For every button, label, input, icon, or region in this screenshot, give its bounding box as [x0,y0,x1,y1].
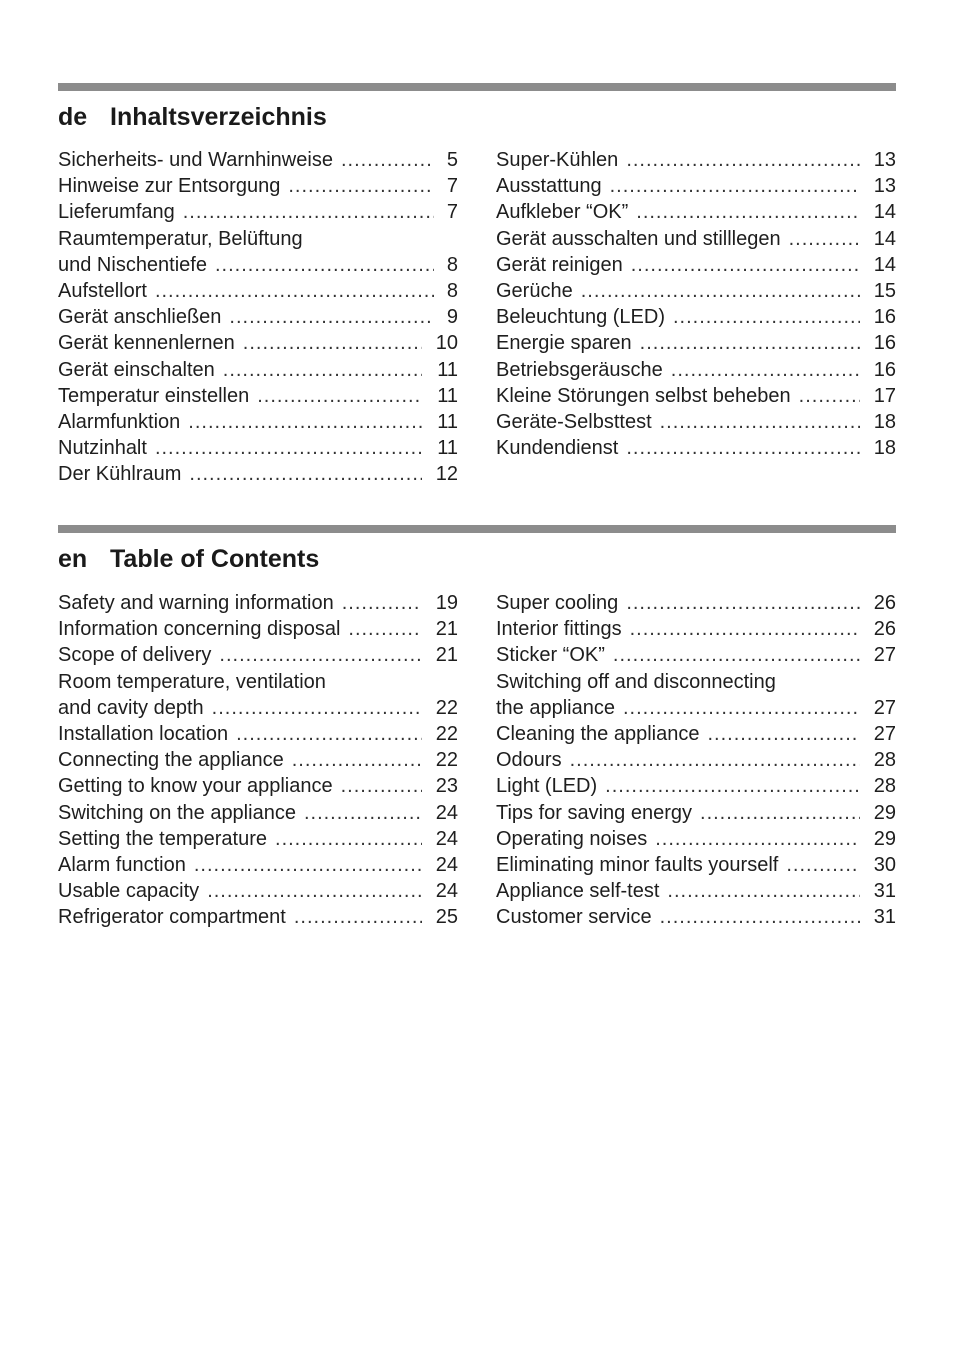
toc-entry-page-number: 31 [873,880,896,903]
toc-entry[interactable] [58,904,458,930]
toc-entry-row [58,383,458,409]
toc-entry-page-number: 29 [873,801,896,824]
toc-entry[interactable] [496,852,896,878]
toc-entry-row [496,590,896,616]
toc-entry[interactable] [496,826,896,852]
toc-entry-page-number: 29 [873,827,896,850]
toc-entry-row [58,695,458,721]
dot-leader [348,616,422,642]
toc-entry-title: Switching on the appliance [58,801,296,824]
toc-entry-title-line [58,669,458,695]
toc-entry[interactable] [496,278,896,304]
toc-entry-page-number: 27 [873,696,896,719]
toc-entry[interactable] [58,147,458,173]
toc-entry[interactable] [496,773,896,799]
dot-leader [581,278,860,304]
toc-entry-page-number: 17 [873,384,896,407]
toc-entry-page-number: 19 [435,592,458,614]
dot-leader [155,435,422,461]
toc-entry-row [496,435,896,461]
toc-entry-row [496,826,896,852]
toc-entry-title: Super-Kühlen [496,149,619,171]
toc-entry-title: Refrigerator compartment [58,906,286,929]
toc-entry[interactable] [58,616,458,642]
toc-entry-title: Installation location [58,722,229,745]
toc-entry-row [58,590,458,616]
toc-entry-row [496,747,896,773]
toc-entry[interactable] [58,330,458,356]
toc-entry-row [496,278,896,304]
toc-entry-title: Eliminating minor faults yourself [496,853,779,876]
toc-entry-title: Switching off and disconnecting [496,670,776,693]
dot-leader [207,878,422,904]
dot-leader [342,590,422,616]
toc-entry-page-number: 8 [446,279,458,302]
section-divider [58,83,896,91]
toc-entry-title: Getting to know your appliance [58,775,333,798]
toc-column-left [58,590,458,930]
dot-leader [189,461,422,487]
toc-entry[interactable] [58,252,458,278]
toc-entry-title: Appliance self-test [496,880,660,903]
toc-entry[interactable] [496,878,896,904]
dot-leader [223,357,422,383]
toc-entry-row [58,173,458,199]
toc-entry-page-number: 21 [435,644,458,667]
toc-entry-title: Nutzinhalt [58,437,147,460]
toc-entry[interactable] [58,357,458,383]
toc-entry[interactable] [58,461,458,487]
toc-entry[interactable] [496,747,896,773]
toc-entry-title: Operating noises [496,827,648,850]
toc-entry-row [496,304,896,330]
toc-entry[interactable] [496,409,896,435]
toc-entry-title: Temperatur einstellen [58,384,250,407]
toc-entry-page-number: 7 [446,201,458,224]
toc-entry-row [58,199,458,225]
dot-leader [631,252,860,278]
toc-entry-page-number: 14 [873,253,896,276]
toc-entry-page-number: 26 [873,618,896,641]
dot-leader [610,173,860,199]
toc-entry[interactable] [496,800,896,826]
dot-leader [673,304,860,330]
dot-leader [294,904,422,930]
toc-entry-title: Energie sparen [496,332,632,355]
dot-leader [789,226,860,252]
dot-leader [667,878,860,904]
toc-entry-row [496,852,896,878]
toc-entry-page-number: 28 [873,749,896,772]
toc-entry[interactable] [58,773,458,799]
toc-entry-row [496,642,896,668]
toc-entry[interactable] [496,357,896,383]
toc-entry-page-number: 11 [437,410,458,433]
dot-leader [236,721,422,747]
toc-entry-title: Gerät kennenlernen [58,332,235,355]
dot-leader [626,435,860,461]
dot-leader [626,590,860,616]
toc-entry-row [496,695,896,721]
dot-leader [292,747,422,773]
toc-entry[interactable] [496,252,896,278]
dot-leader [630,616,860,642]
toc-entry-row [496,226,896,252]
toc-entry-title: Customer service [496,906,652,929]
dot-leader [708,721,861,747]
toc-entry-title: Geräte-Selbsttest [496,410,652,433]
toc-entry-title: Betriebsgeräusche [496,358,663,381]
dot-leader [155,278,434,304]
toc-entry-page-number: 8 [446,253,458,276]
toc-entry-page-number: 13 [873,149,896,171]
toc-entry-page-number: 24 [435,827,458,850]
dot-leader [623,695,860,721]
toc-entry-title: Raumtemperatur, Belüftung [58,227,303,250]
section-title: Table of Contents [110,545,320,573]
toc-entry-page-number: 22 [435,722,458,745]
toc-entry-title: Aufkleber “OK” [496,201,629,224]
toc-entry-title: Ausstattung [496,175,602,198]
toc-entry-row [58,642,458,668]
toc-entry-page-number: 12 [435,463,458,486]
toc-entry-row [496,147,896,173]
toc-entry-title: Odours [496,749,562,772]
toc-section-de [58,83,896,486]
toc-entry[interactable] [496,904,896,930]
toc-entry[interactable] [58,642,458,668]
toc-entry-row [58,435,458,461]
toc-entry-page-number: 23 [435,775,458,798]
toc-entry-title: Interior fittings [496,618,622,641]
dot-leader [304,800,422,826]
dot-leader [700,800,860,826]
toc-entry[interactable] [58,590,458,616]
toc-entry-row [496,252,896,278]
section-title: Inhaltsverzeichnis [110,103,327,131]
toc-entry-page-number: 14 [873,227,896,250]
toc-entry-row [58,852,458,878]
toc-entry[interactable] [496,590,896,616]
toc-entry-page-number: 24 [435,801,458,824]
toc-entry-title: und Nischentiefe [58,253,207,276]
toc-entry-title: Alarmfunktion [58,410,181,433]
toc-entry[interactable] [58,409,458,435]
toc-entry-row [58,826,458,852]
toc-entry[interactable] [58,852,458,878]
dot-leader [219,642,422,668]
dot-leader [655,826,860,852]
toc-entry-page-number: 21 [435,618,458,641]
toc-entry[interactable] [58,747,458,773]
toc-entry-page-number: 15 [873,279,896,302]
toc-entry[interactable] [496,147,896,173]
toc-entry[interactable] [58,199,458,225]
toc-entry-page-number: 11 [437,358,458,381]
toc-entry-title: Connecting the appliance [58,749,284,772]
toc-entry-page-number: 26 [873,592,896,614]
toc-entry-title: Cleaning the appliance [496,722,700,745]
toc-entry-row [496,800,896,826]
toc-entry-page-number: 14 [873,201,896,224]
toc-entry-row [496,199,896,225]
toc-entry[interactable] [58,878,458,904]
toc-entry[interactable] [496,226,896,252]
toc-entry-page-number: 18 [873,437,896,460]
toc-entry-title: Safety and warning information [58,592,334,614]
toc-entry[interactable] [58,695,458,721]
toc-entry-row [58,800,458,826]
toc-entry-row [496,173,896,199]
toc-entry-title-line [496,669,896,695]
toc-entry-title: Gerät ausschalten und stilllegen [496,227,781,250]
toc-entry-page-number: 9 [446,306,458,329]
dot-leader [215,252,434,278]
toc-entry-row [58,409,458,435]
section-heading [58,103,896,143]
toc-entry-page-number: 28 [873,775,896,798]
toc-entry-page-number: 18 [873,410,896,433]
toc-entry[interactable] [496,616,896,642]
toc-entry-row [496,383,896,409]
dot-leader [786,852,860,878]
toc-entry-row [496,616,896,642]
dot-leader [275,826,422,852]
toc-entry-row [496,330,896,356]
toc-entry[interactable] [58,721,458,747]
toc-entry-page-number: 22 [435,696,458,719]
toc-entry-title: Sicherheits- und Warnhinweise [58,149,333,171]
dot-leader [660,409,860,435]
toc-entry-page-number: 25 [435,906,458,929]
toc-entry[interactable] [58,304,458,330]
toc-entry[interactable] [496,383,896,409]
toc-entry-row [58,461,458,487]
toc-entry-row [58,357,458,383]
toc-entry-page-number: 7 [446,175,458,198]
dot-leader [243,330,422,356]
toc-entry[interactable] [58,278,458,304]
toc-column-left [58,147,458,487]
toc-entry-title: Gerät einschalten [58,358,215,381]
toc-entry-page-number: 16 [873,306,896,329]
toc-entry-page-number: 27 [873,644,896,667]
dot-leader [613,642,860,668]
dot-leader [671,357,860,383]
toc-entry-row [496,409,896,435]
toc-entry[interactable] [496,435,896,461]
toc-entry-title: Alarm function [58,853,186,876]
toc-entry-row [58,147,458,173]
toc-entry-row [58,616,458,642]
dot-leader [626,147,860,173]
toc-entry-row [496,721,896,747]
toc-entry-row [496,357,896,383]
toc-entry[interactable] [496,173,896,199]
dot-leader [341,773,422,799]
toc-entry-page-number: 5 [446,149,458,171]
toc-entry-page-number: 10 [435,332,458,355]
toc-section-en [58,525,896,929]
dot-leader [229,304,434,330]
toc-entry-title: Lieferumfang [58,201,175,224]
toc-entry-page-number: 27 [873,722,896,745]
toc-entry-title: Setting the temperature [58,827,268,850]
toc-entry-page-number: 22 [435,749,458,772]
dot-leader [799,383,860,409]
toc-entry-title: Super cooling [496,592,619,614]
toc-entry-title-line [58,226,458,252]
toc-entry-title: Hinweise zur Entsorgung [58,175,281,198]
toc-entry[interactable] [58,826,458,852]
toc-entry[interactable] [496,695,896,721]
toc-entry-title: Room temperature, ventilation [58,670,326,693]
section-heading [58,545,896,585]
language-code: en [58,545,88,573]
toc-entry-title: Scope of delivery [58,644,212,667]
dot-leader [194,852,422,878]
toc-entry-title: Kleine Störungen selbst beheben [496,384,791,407]
toc-entry[interactable] [496,304,896,330]
toc-entry-title: Gerät reinigen [496,253,623,276]
dot-leader [660,904,860,930]
toc-entry-title: and cavity depth [58,696,204,719]
toc-entry-page-number: 24 [435,853,458,876]
toc-entry-title: Kundendienst [496,437,619,460]
toc-entry-page-number: 11 [437,437,458,460]
toc-entry-title: Information concerning disposal [58,618,341,641]
toc-entry[interactable] [58,173,458,199]
toc-entry-page-number: 31 [873,906,896,929]
toc-entry-page-number: 30 [873,853,896,876]
toc-entry-title: the appliance [496,696,615,719]
dot-leader [288,173,434,199]
toc-entry-row [58,721,458,747]
dot-leader [605,773,860,799]
toc-entry[interactable] [58,435,458,461]
toc-entry-title: Gerüche [496,279,573,302]
toc-entry-title: Gerät anschließen [58,306,222,329]
toc-entry[interactable] [58,383,458,409]
toc-entry-row [58,330,458,356]
dot-leader [640,330,860,356]
toc-entry-row [58,773,458,799]
toc-entry-page-number: 24 [435,880,458,903]
toc-entry[interactable] [496,330,896,356]
toc-entry-row [58,878,458,904]
dot-leader [636,199,860,225]
language-code: de [58,103,88,131]
toc-column-right [496,147,896,461]
dot-leader [212,695,422,721]
toc-entry-row [58,304,458,330]
toc-entry-page-number: 13 [873,175,896,198]
toc-column-right [496,590,896,930]
toc-entry-row [496,773,896,799]
dot-leader [183,199,434,225]
toc-entry-row [58,278,458,304]
toc-entry-title: Sticker “OK” [496,644,605,667]
toc-entry-row [496,904,896,930]
toc-entry-title: Light (LED) [496,775,598,798]
toc-entry-page-number: 16 [873,332,896,355]
dot-leader [188,409,422,435]
toc-entry[interactable] [496,642,896,668]
toc-entry-row [58,747,458,773]
toc-entry-row [58,904,458,930]
toc-entry[interactable] [496,721,896,747]
toc-entry-title: Usable capacity [58,880,200,903]
toc-entry-page-number: 11 [437,384,458,407]
section-divider [58,525,896,533]
toc-entry-row [58,252,458,278]
dot-leader [257,383,422,409]
toc-entry-page-number: 16 [873,358,896,381]
toc-entry-title: Der Kühlraum [58,463,182,486]
dot-leader [341,147,434,173]
dot-leader [570,747,860,773]
toc-entry[interactable] [496,199,896,225]
toc-entry-title: Beleuchtung (LED) [496,306,665,329]
toc-entry-title: Aufstellort [58,279,147,302]
toc-entry-row [496,878,896,904]
toc-entry[interactable] [58,800,458,826]
toc-entry-title: Tips for saving energy [496,801,693,824]
